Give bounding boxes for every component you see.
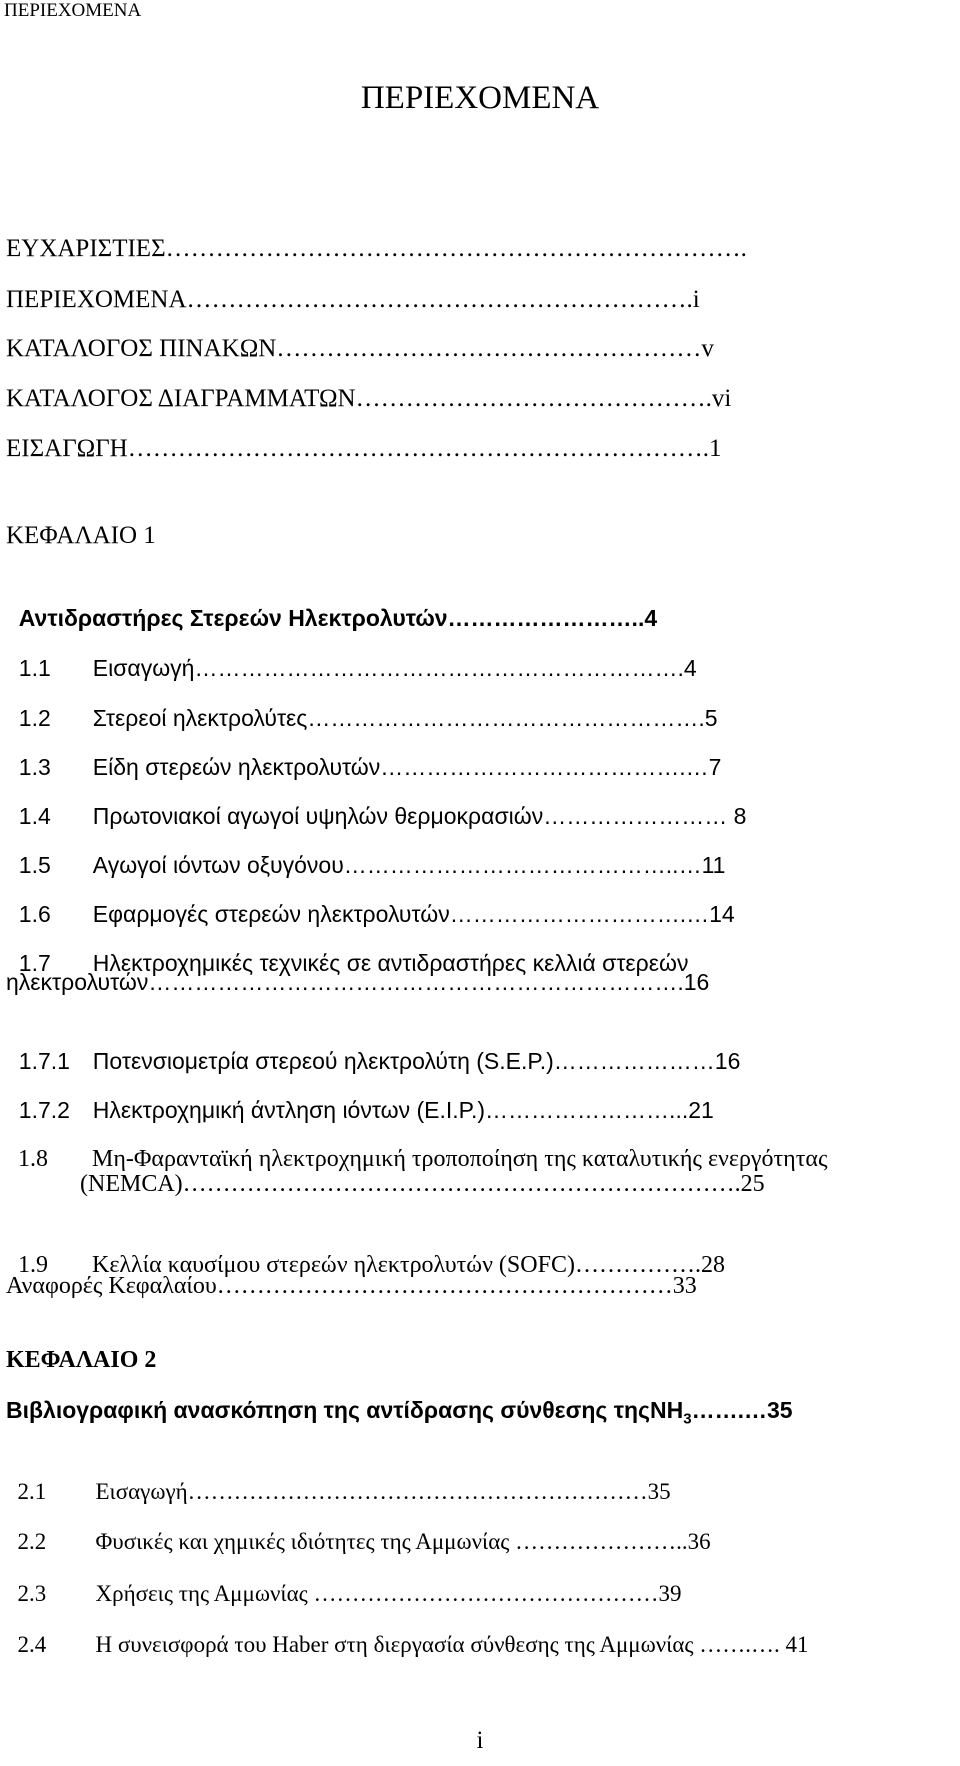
entry-number: 1.9 <box>18 1252 48 1278</box>
entry-number: 1.2 <box>18 705 51 731</box>
chapter-title <box>6 1395 793 1435</box>
entry-number: 2.2 <box>17 1529 47 1554</box>
page-title: ΠΕΡΙΕΧΟΜΕΝΑ <box>360 80 600 116</box>
entry-text: Είδη στερεών ηλεκτρολυτών………………………………….…7 <box>92 754 722 780</box>
entry-number: 1.7.2 <box>18 1097 70 1123</box>
entry-text: Ηλεκτροχημική άντληση ιόντων (E.I.P.)……………………...21 <box>92 1097 714 1123</box>
chapter-heading: ΚΕΦΑΛΑΙΟ 1 <box>6 522 156 549</box>
entry-text: Ηλεκτροχημικές τεχνικές σε αντιδραστήρες κελλιά στερεών <box>92 950 689 976</box>
toc-front-entry: ΠΕΡΙΕΧΟΜΕΝΑ…………………………………………………….i <box>6 286 700 313</box>
entry-number: 1.7 <box>18 950 51 976</box>
page-number: i <box>476 1727 484 1754</box>
entry-number: 1.3 <box>18 754 51 780</box>
toc-entry <box>6 1497 711 1557</box>
entry-text: Μη-Φαρανταϊκή ηλεκτροχημική τροποποίηση της καταλυτικής ενεργότητας <box>92 1146 828 1172</box>
entry-number: 1.1 <box>18 655 51 681</box>
entry-text: Πρωτονιακοί αγωγοί υψηλών θερμοκρασιών…………………… 8 <box>92 803 747 829</box>
entry-text: Φυσικές και χημικές ιδιότητες της Αμμωνίας …………………..36 <box>95 1529 711 1554</box>
entry-text: Εισαγωγή……………………………………………………35 <box>95 1479 671 1504</box>
toc-front-entry: ΚΑΤΑΛΟΓΟΣ ΠΙΝΑΚΩΝ……………………………………………v <box>6 335 714 362</box>
chapter-heading: ΚΕΦΑΛΑΙΟ 2 <box>6 1347 157 1373</box>
entry-text: Στερεοί ηλεκτρολύτες…………………………………………….5 <box>92 705 718 731</box>
entry-number: 1.7.1 <box>18 1048 70 1074</box>
toc-front-entry: ΚΑΤΑΛΟΓΟΣ ΔΙΑΓΡΑΜΜΑΤΩΝ…………………………………….vi <box>6 385 732 412</box>
chapter-references: Αναφορές Κεφαλαίου…………………………………………………33 <box>6 1273 697 1299</box>
toc-entry <box>6 1600 809 1660</box>
toc-entry-continuation: ηλεκτρολυτών…………………………………………………………….16 <box>6 969 710 995</box>
entry-number: 1.6 <box>18 901 51 927</box>
entry-text: Εφαρμογές στερεών ηλεκτρολυτών………………………….…14 <box>92 901 735 927</box>
chapter-title-tail: …….…35 <box>691 1397 793 1423</box>
entry-number: 2.4 <box>17 1632 47 1657</box>
chapter-title-subscript: 3 <box>683 1410 692 1428</box>
entry-text: Αγωγοί ιόντων οξυγόνου……………………………………..…11 <box>92 852 726 878</box>
running-header: ΠΕΡΙΕΧΟΜΕΝΑ <box>4 0 142 21</box>
chapter-title-text: Αντιδραστήρες Στερεών Ηλεκτρολυτών……………………..4 <box>18 605 658 631</box>
entry-text: Κελλία καυσίμου στερεών ηλεκτρολυτών (SOFC)…………….28 <box>92 1252 725 1278</box>
chapter-title-text: Βιβλιογραφική ανασκόπηση της αντίδρασης σύνθεσης τηςNH <box>6 1397 684 1423</box>
toc-entry-continuation: (NEMCA)…………………………………………………………….25 <box>80 1171 765 1197</box>
entry-text: Ποτενσιομετρία στερεού ηλεκτρολύτη (S.E.P.)…………………16 <box>92 1048 741 1074</box>
entry-number: 2.1 <box>17 1479 47 1504</box>
toc-front-entry: ΕΥΧΑΡΙΣΤΙΕΣ……………………………………………………………. <box>6 235 747 262</box>
toc-entry <box>6 1114 827 1174</box>
entry-number: 1.8 <box>18 1146 48 1172</box>
entry-number: 2.3 <box>17 1581 47 1606</box>
toc-front-entry: ΕΙΣΑΓΩΓΗ…………………………………………………………….1 <box>6 435 722 462</box>
entry-text: Χρήσεις της Αμμωνίας ………………………………………39 <box>95 1581 682 1606</box>
entry-text: Η συνεισφορά του Haber στη διεργασία σύνθεσης της Αμμωνίας …….…. 41 <box>95 1632 809 1657</box>
entry-text: Εισαγωγή……………………………………………………….4 <box>92 655 697 681</box>
entry-number: 1.4 <box>18 803 51 829</box>
entry-number: 1.5 <box>18 852 51 878</box>
